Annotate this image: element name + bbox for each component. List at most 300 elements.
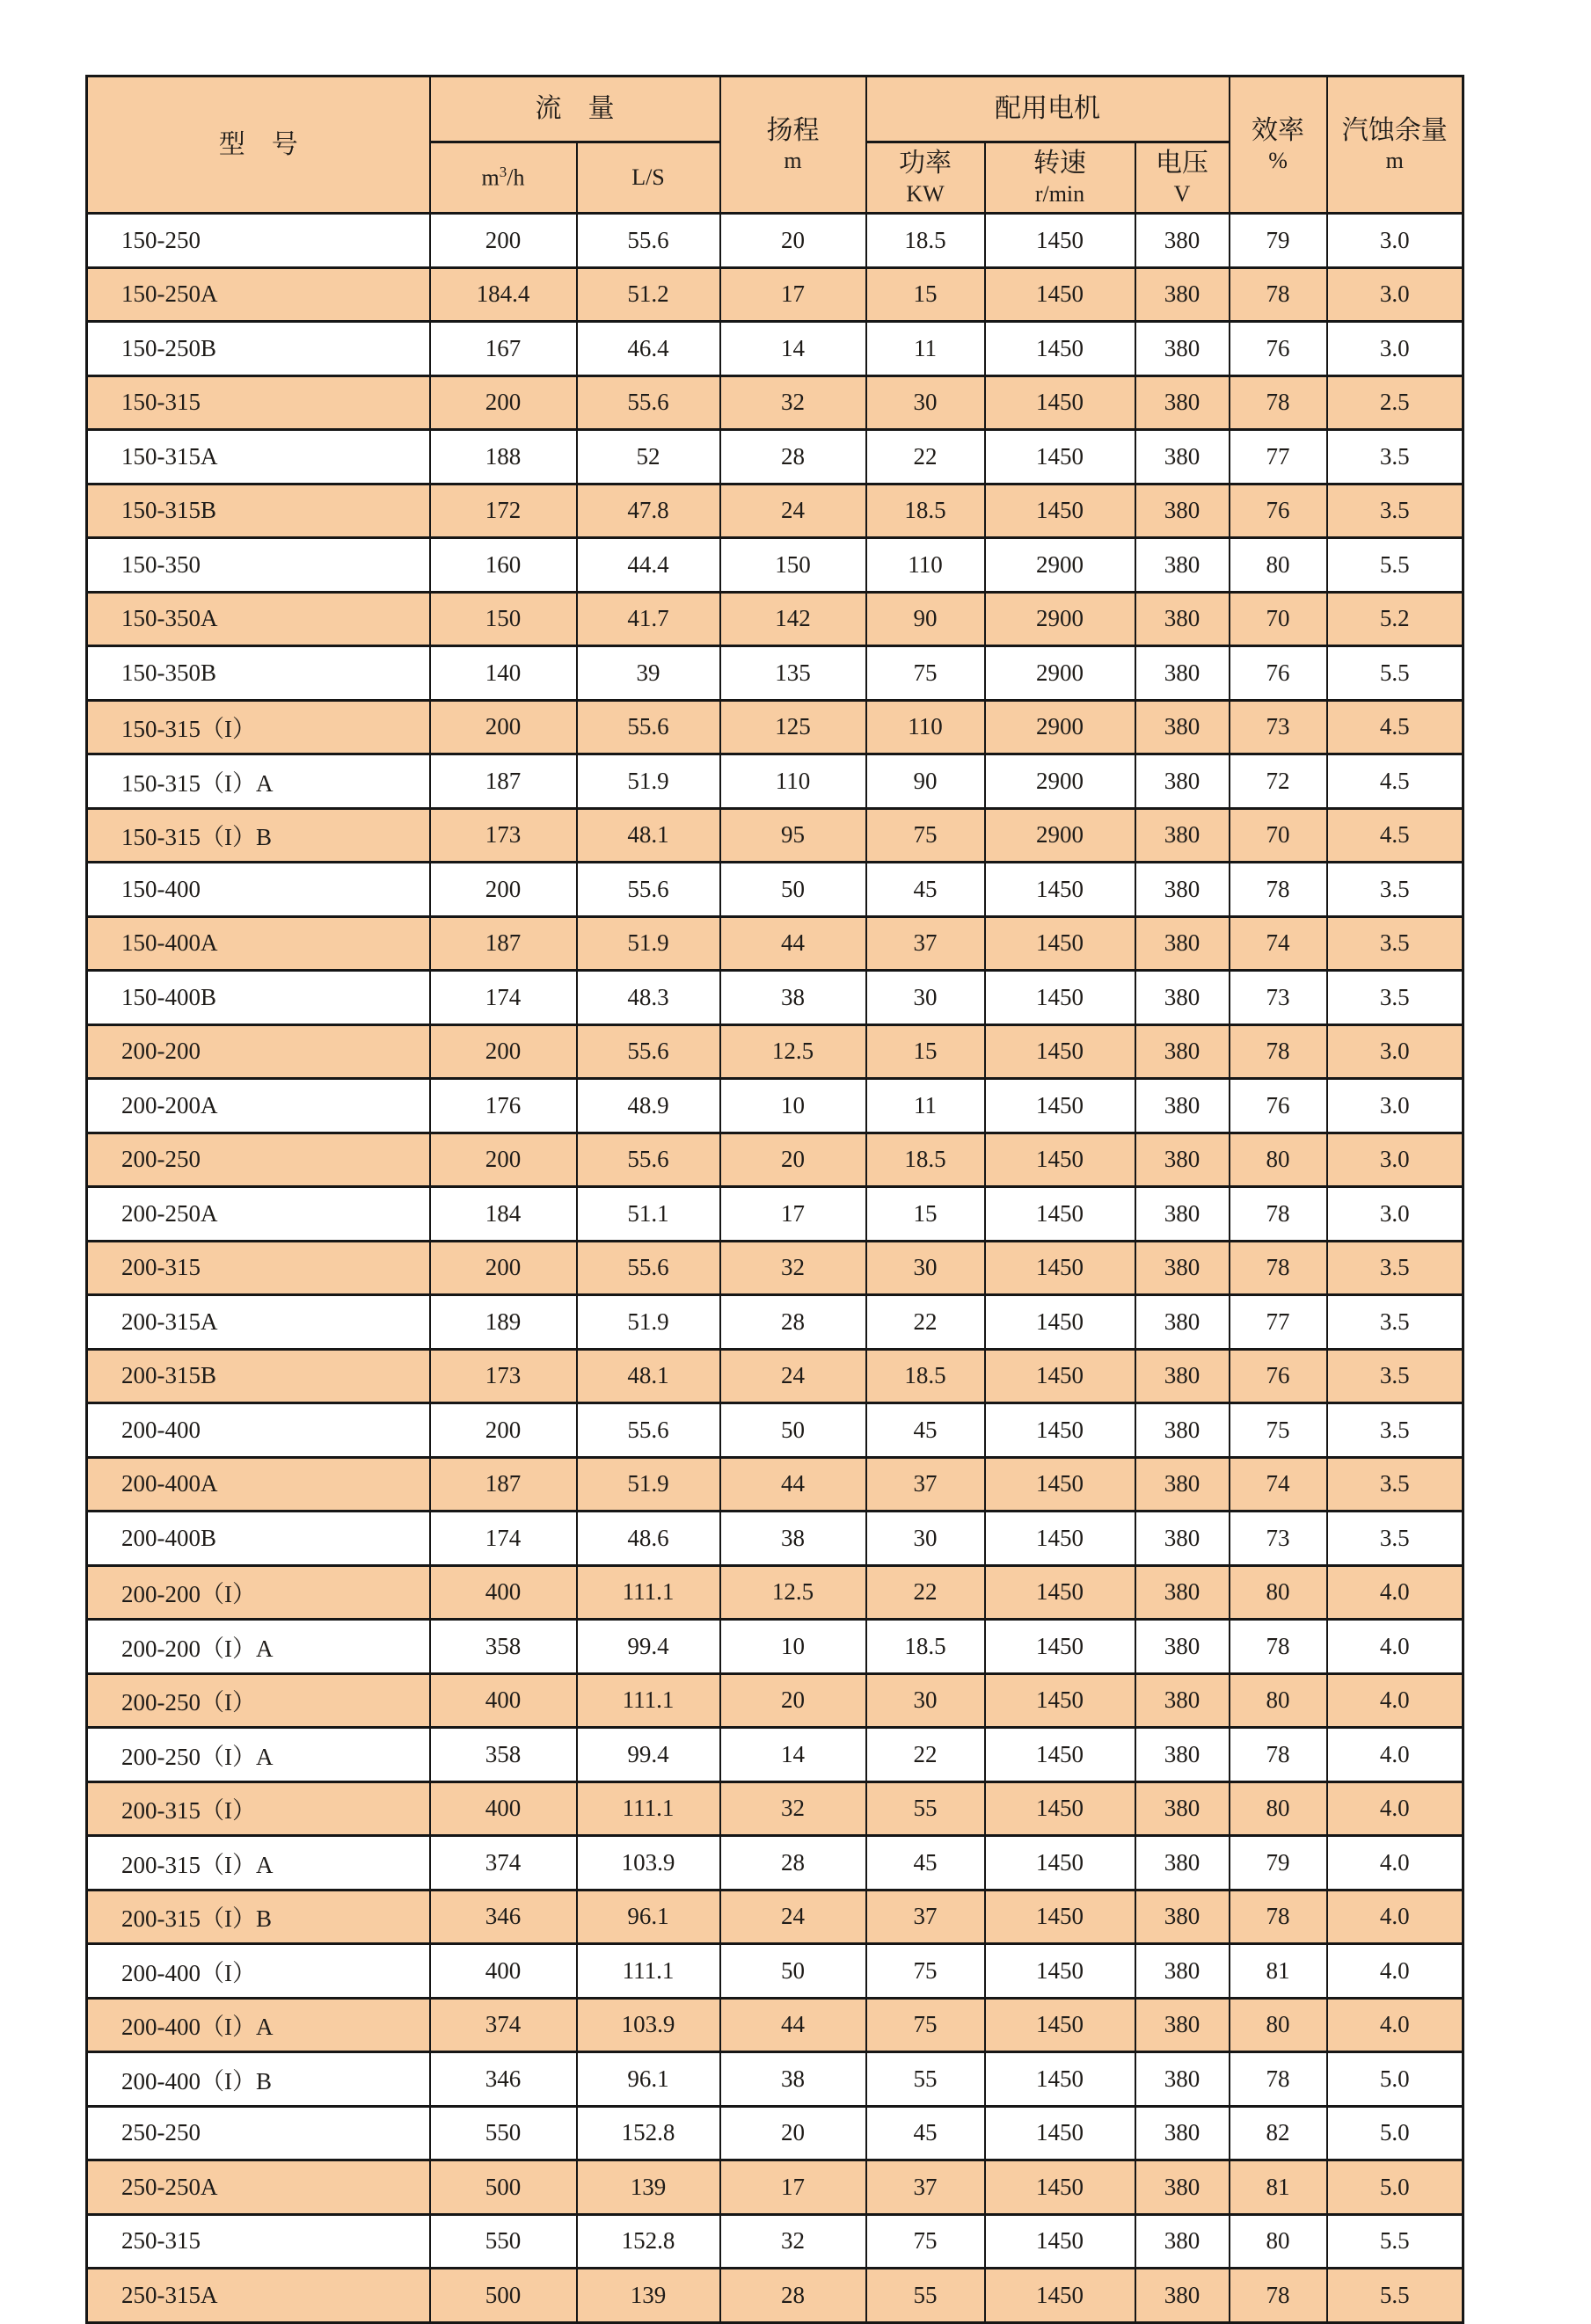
- voltage-cell: 380: [1135, 2052, 1230, 2107]
- flow-m3h-cell: 184: [430, 1187, 577, 1242]
- model-cell: 200-400: [87, 1403, 430, 1458]
- speed-cell: 1450: [985, 1512, 1135, 1566]
- speed-cell: 1450: [985, 863, 1135, 917]
- flow-ls-cell: 99.4: [577, 1620, 720, 1674]
- header-flow-m3h: [430, 142, 577, 214]
- voltage-cell: 380: [1135, 484, 1230, 538]
- efficiency-cell: 78: [1230, 863, 1327, 917]
- header-head-label: 扬程: [766, 115, 820, 145]
- voltage-cell: 380: [1135, 214, 1230, 268]
- header-npsh: [1327, 76, 1463, 214]
- model-cell: 200-250A: [87, 1187, 430, 1242]
- voltage-cell: 380: [1135, 646, 1230, 701]
- npsh-cell: 3.5: [1327, 1349, 1463, 1403]
- npsh-cell: 4.0: [1327, 1565, 1463, 1620]
- power-cell: 30: [866, 1673, 985, 1728]
- voltage-cell: 380: [1135, 700, 1230, 754]
- head-cell: 28: [720, 1295, 866, 1350]
- head-cell: 44: [720, 1457, 866, 1512]
- table-row: [87, 700, 1463, 754]
- efficiency-cell: 74: [1230, 1457, 1327, 1512]
- voltage-cell: 380: [1135, 754, 1230, 809]
- efficiency-cell: 70: [1230, 808, 1327, 863]
- npsh-cell: 4.5: [1327, 700, 1463, 754]
- head-cell: 50: [720, 1403, 866, 1458]
- table-row: [87, 1403, 1463, 1458]
- npsh-cell: 3.0: [1327, 322, 1463, 376]
- model-cell: 200-315A: [87, 1295, 430, 1350]
- flow-m3h-cell: 174: [430, 971, 577, 1025]
- flow-ls-cell: 103.9: [577, 1836, 720, 1891]
- table-row: [87, 2214, 1463, 2269]
- speed-cell: 1450: [985, 214, 1135, 268]
- model-cell: 150-350B: [87, 646, 430, 701]
- speed-cell: 1450: [985, 1728, 1135, 1782]
- flow-m3h-cell: 500: [430, 2269, 577, 2323]
- table-row: [87, 1133, 1463, 1187]
- flow-m3h-cell: 200: [430, 1241, 577, 1295]
- efficiency-cell: 78: [1230, 1024, 1327, 1079]
- flow-ls-cell: 111.1: [577, 1781, 720, 1836]
- model-cell: 200-400B: [87, 1512, 430, 1566]
- flow-ls-cell: 55.6: [577, 1403, 720, 1458]
- speed-cell: 1450: [985, 430, 1135, 484]
- voltage-cell: 380: [1135, 1187, 1230, 1242]
- flow-ls-cell: 111.1: [577, 1565, 720, 1620]
- head-cell: 44: [720, 916, 866, 971]
- voltage-cell: 380: [1135, 1457, 1230, 1512]
- power-cell: 18.5: [866, 484, 985, 538]
- efficiency-cell: 74: [1230, 916, 1327, 971]
- speed-cell: 1450: [985, 1620, 1135, 1674]
- speed-cell: 1450: [985, 2052, 1135, 2107]
- pump-spec-table-wrap: [85, 75, 1464, 2324]
- flow-m3h-cell: 188: [430, 430, 577, 484]
- flow-ls-cell: 55.6: [577, 700, 720, 754]
- voltage-cell: 380: [1135, 1620, 1230, 1674]
- voltage-cell: 380: [1135, 430, 1230, 484]
- voltage-cell: 380: [1135, 863, 1230, 917]
- table-row: [87, 646, 1463, 701]
- efficiency-cell: 78: [1230, 1620, 1327, 1674]
- power-cell: 15: [866, 1024, 985, 1079]
- head-cell: 12.5: [720, 1024, 866, 1079]
- npsh-cell: 4.5: [1327, 808, 1463, 863]
- power-cell: 37: [866, 1457, 985, 1512]
- flow-m3h-cell: 550: [430, 2106, 577, 2160]
- voltage-cell: 380: [1135, 1133, 1230, 1187]
- head-cell: 142: [720, 592, 866, 646]
- efficiency-cell: 80: [1230, 1133, 1327, 1187]
- speed-cell: 1450: [985, 1890, 1135, 1944]
- voltage-cell: 380: [1135, 538, 1230, 593]
- flow-m3h-cell: 200: [430, 1133, 577, 1187]
- header-speed-unit: r/min: [1034, 180, 1085, 207]
- flow-m3h-cell: 187: [430, 1457, 577, 1512]
- speed-cell: 2900: [985, 754, 1135, 809]
- speed-cell: 1450: [985, 1565, 1135, 1620]
- efficiency-cell: 80: [1230, 1781, 1327, 1836]
- head-cell: 28: [720, 2269, 866, 2323]
- speed-cell: 1450: [985, 2106, 1135, 2160]
- speed-cell: 1450: [985, 484, 1135, 538]
- model-cell: 200-200（I）: [87, 1565, 430, 1620]
- efficiency-cell: 80: [1230, 1673, 1327, 1728]
- flow-m3h-rest: /h: [507, 164, 525, 191]
- power-cell: 75: [866, 2214, 985, 2269]
- speed-cell: 1450: [985, 916, 1135, 971]
- model-cell: 250-315A: [87, 2269, 430, 2323]
- efficiency-cell: 76: [1230, 484, 1327, 538]
- flow-ls-cell: 41.7: [577, 592, 720, 646]
- flow-ls-cell: 55.6: [577, 214, 720, 268]
- efficiency-cell: 75: [1230, 1403, 1327, 1458]
- efficiency-cell: 73: [1230, 971, 1327, 1025]
- model-cell: 150-315A: [87, 430, 430, 484]
- table-row: [87, 2269, 1463, 2323]
- table-row: [87, 1620, 1463, 1674]
- efficiency-cell: 81: [1230, 1944, 1327, 1999]
- efficiency-cell: 78: [1230, 1890, 1327, 1944]
- flow-m3h-cell: 400: [430, 1565, 577, 1620]
- table-row: [87, 1349, 1463, 1403]
- model-cell: 200-315: [87, 1241, 430, 1295]
- head-cell: 50: [720, 1944, 866, 1999]
- head-cell: 125: [720, 700, 866, 754]
- table-row: [87, 916, 1463, 971]
- npsh-cell: 3.5: [1327, 1512, 1463, 1566]
- header-voltage-label: 电压: [1156, 149, 1209, 178]
- table-row: [87, 971, 1463, 1025]
- flow-ls-cell: 111.1: [577, 1944, 720, 1999]
- speed-cell: 1450: [985, 1781, 1135, 1836]
- header-row-1: [87, 76, 1463, 142]
- header-head: [720, 76, 866, 214]
- flow-ls-cell: 51.2: [577, 267, 720, 322]
- head-cell: 10: [720, 1620, 866, 1674]
- npsh-cell: 5.5: [1327, 2214, 1463, 2269]
- power-cell: 75: [866, 1998, 985, 2052]
- table-row: [87, 754, 1463, 809]
- speed-cell: 1450: [985, 1673, 1135, 1728]
- header-npsh-label: 汽蚀余量: [1341, 115, 1448, 145]
- efficiency-cell: 82: [1230, 2106, 1327, 2160]
- power-cell: 75: [866, 808, 985, 863]
- voltage-cell: 380: [1135, 916, 1230, 971]
- npsh-cell: 3.5: [1327, 1457, 1463, 1512]
- efficiency-cell: 80: [1230, 2214, 1327, 2269]
- table-row: [87, 1944, 1463, 1999]
- efficiency-cell: 80: [1230, 538, 1327, 593]
- flow-m3h-cell: 200: [430, 700, 577, 754]
- npsh-cell: 4.0: [1327, 1728, 1463, 1782]
- flow-m3h-cell: 400: [430, 1781, 577, 1836]
- table-row: [87, 592, 1463, 646]
- power-cell: 90: [866, 754, 985, 809]
- head-cell: 24: [720, 1349, 866, 1403]
- flow-m3h-cell: 358: [430, 1728, 577, 1782]
- model-cell: 200-200: [87, 1024, 430, 1079]
- voltage-cell: 380: [1135, 808, 1230, 863]
- speed-cell: 1450: [985, 2160, 1135, 2215]
- model-cell: 150-315（I）B: [87, 808, 430, 863]
- flow-m3h-cell: 184.4: [430, 267, 577, 322]
- flow-ls-cell: 103.9: [577, 1998, 720, 2052]
- power-cell: 55: [866, 2269, 985, 2323]
- npsh-cell: 3.5: [1327, 863, 1463, 917]
- flow-m3h-cell: 358: [430, 1620, 577, 1674]
- head-cell: 24: [720, 1890, 866, 1944]
- power-cell: 90: [866, 592, 985, 646]
- npsh-cell: 4.0: [1327, 1781, 1463, 1836]
- flow-ls-cell: 55.6: [577, 1024, 720, 1079]
- flow-m3h-cell: 160: [430, 538, 577, 593]
- flow-ls-cell: 48.6: [577, 1512, 720, 1566]
- table-row: [87, 1781, 1463, 1836]
- npsh-cell: 5.0: [1327, 2052, 1463, 2107]
- flow-m3h-cell: 173: [430, 808, 577, 863]
- speed-cell: 2900: [985, 538, 1135, 593]
- model-cell: 150-315（I）: [87, 700, 430, 754]
- power-cell: 55: [866, 2052, 985, 2107]
- efficiency-cell: 79: [1230, 214, 1327, 268]
- header-efficiency-label: 效率: [1252, 115, 1305, 145]
- head-cell: 44: [720, 1998, 866, 2052]
- npsh-cell: 4.0: [1327, 1620, 1463, 1674]
- head-cell: 32: [720, 1781, 866, 1836]
- power-cell: 18.5: [866, 1349, 985, 1403]
- efficiency-cell: 78: [1230, 1241, 1327, 1295]
- flow-ls-cell: 48.1: [577, 808, 720, 863]
- header-flow-label: 流 量: [535, 94, 615, 124]
- head-cell: 110: [720, 754, 866, 809]
- table-row: [87, 1890, 1463, 1944]
- table-row: [87, 1024, 1463, 1079]
- efficiency-cell: 76: [1230, 1349, 1327, 1403]
- flow-ls-cell: 48.1: [577, 1349, 720, 1403]
- npsh-cell: 5.0: [1327, 2160, 1463, 2215]
- speed-cell: 1450: [985, 1024, 1135, 1079]
- head-cell: 12.5: [720, 1565, 866, 1620]
- flow-ls-cell: 46.4: [577, 322, 720, 376]
- model-cell: 150-250B: [87, 322, 430, 376]
- flow-m3h-cell: 140: [430, 646, 577, 701]
- npsh-cell: 3.5: [1327, 1403, 1463, 1458]
- efficiency-cell: 77: [1230, 430, 1327, 484]
- model-cell: 200-400（I）A: [87, 1998, 430, 2052]
- efficiency-cell: 70: [1230, 592, 1327, 646]
- voltage-cell: 380: [1135, 1349, 1230, 1403]
- speed-cell: 2900: [985, 592, 1135, 646]
- table-row: [87, 863, 1463, 917]
- model-cell: 150-350A: [87, 592, 430, 646]
- head-cell: 20: [720, 214, 866, 268]
- flow-m3h-cell: 200: [430, 214, 577, 268]
- power-cell: 15: [866, 267, 985, 322]
- header-voltage: [1135, 142, 1230, 214]
- model-cell: 150-400A: [87, 916, 430, 971]
- voltage-cell: 380: [1135, 1781, 1230, 1836]
- model-cell: 200-400（I）: [87, 1944, 430, 1999]
- voltage-cell: 380: [1135, 322, 1230, 376]
- model-cell: 200-315（I）: [87, 1781, 430, 1836]
- header-flow: [430, 76, 720, 142]
- voltage-cell: 380: [1135, 267, 1230, 322]
- model-cell: 150-400: [87, 863, 430, 917]
- model-cell: 150-315: [87, 375, 430, 430]
- npsh-cell: 2.5: [1327, 375, 1463, 430]
- model-cell: 150-250: [87, 214, 430, 268]
- speed-cell: 1450: [985, 1187, 1135, 1242]
- model-cell: 200-200A: [87, 1079, 430, 1133]
- header-model-label: 型 号: [218, 129, 298, 159]
- table-row: [87, 375, 1463, 430]
- flow-ls-cell: 55.6: [577, 863, 720, 917]
- model-cell: 150-315（I）A: [87, 754, 430, 809]
- pump-spec-table: [85, 75, 1464, 2324]
- model-cell: 150-350: [87, 538, 430, 593]
- head-cell: 17: [720, 1187, 866, 1242]
- efficiency-cell: 80: [1230, 1565, 1327, 1620]
- power-cell: 110: [866, 538, 985, 593]
- power-cell: 18.5: [866, 214, 985, 268]
- npsh-cell: 3.0: [1327, 214, 1463, 268]
- header-model: [87, 76, 430, 214]
- npsh-cell: 3.0: [1327, 1133, 1463, 1187]
- table-row: [87, 1565, 1463, 1620]
- head-cell: 17: [720, 267, 866, 322]
- voltage-cell: 380: [1135, 1998, 1230, 2052]
- table-row: [87, 1836, 1463, 1891]
- flow-ls-cell: 111.1: [577, 1673, 720, 1728]
- speed-cell: 1450: [985, 1836, 1135, 1891]
- model-cell: 200-200（I）A: [87, 1620, 430, 1674]
- flow-m3h-cell: 400: [430, 1944, 577, 1999]
- efficiency-cell: 79: [1230, 1836, 1327, 1891]
- npsh-cell: 5.0: [1327, 2106, 1463, 2160]
- table-row: [87, 2052, 1463, 2107]
- efficiency-cell: 77: [1230, 1295, 1327, 1350]
- table-row: [87, 1998, 1463, 2052]
- npsh-cell: 3.0: [1327, 267, 1463, 322]
- power-cell: 30: [866, 1241, 985, 1295]
- header-power: [866, 142, 985, 214]
- voltage-cell: 380: [1135, 375, 1230, 430]
- power-cell: 45: [866, 863, 985, 917]
- model-cell: 250-250: [87, 2106, 430, 2160]
- flow-m3h-cell: 550: [430, 2214, 577, 2269]
- speed-cell: 1450: [985, 1998, 1135, 2052]
- head-cell: 17: [720, 2160, 866, 2215]
- power-cell: 22: [866, 1295, 985, 1350]
- voltage-cell: 380: [1135, 1890, 1230, 1944]
- table-row: [87, 214, 1463, 268]
- flow-m3h-cell: 200: [430, 863, 577, 917]
- power-cell: 45: [866, 2106, 985, 2160]
- flow-ls-cell: 139: [577, 2160, 720, 2215]
- speed-cell: 1450: [985, 1403, 1135, 1458]
- npsh-cell: 4.0: [1327, 1673, 1463, 1728]
- npsh-cell: 4.5: [1327, 754, 1463, 809]
- npsh-cell: 3.5: [1327, 1241, 1463, 1295]
- model-cell: 200-315（I）A: [87, 1836, 430, 1891]
- efficiency-cell: 78: [1230, 1187, 1327, 1242]
- speed-cell: 1450: [985, 1079, 1135, 1133]
- power-cell: 37: [866, 1890, 985, 1944]
- head-cell: 14: [720, 322, 866, 376]
- npsh-cell: 5.2: [1327, 592, 1463, 646]
- head-cell: 135: [720, 646, 866, 701]
- flow-ls-cell: 39: [577, 646, 720, 701]
- flow-ls-cell: 139: [577, 2269, 720, 2323]
- table-row: [87, 1457, 1463, 1512]
- voltage-cell: 380: [1135, 1944, 1230, 1999]
- flow-m3h-cell: 400: [430, 1673, 577, 1728]
- flow-m3h-base: m: [481, 164, 500, 191]
- table-row: [87, 1673, 1463, 1728]
- head-cell: 50: [720, 863, 866, 917]
- table-row: [87, 430, 1463, 484]
- header-flow-ls: [577, 142, 720, 214]
- flow-m3h-cell: 150: [430, 592, 577, 646]
- efficiency-cell: 78: [1230, 375, 1327, 430]
- flow-m3h-cell: 200: [430, 1403, 577, 1458]
- voltage-cell: 380: [1135, 592, 1230, 646]
- model-cell: 200-400A: [87, 1457, 430, 1512]
- table-row: [87, 1079, 1463, 1133]
- speed-cell: 1450: [985, 1295, 1135, 1350]
- power-cell: 55: [866, 1781, 985, 1836]
- head-cell: 38: [720, 1512, 866, 1566]
- flow-ls-cell: 51.9: [577, 754, 720, 809]
- model-cell: 200-250（I）A: [87, 1728, 430, 1782]
- power-cell: 22: [866, 430, 985, 484]
- header-motor: [866, 76, 1230, 142]
- flow-ls-cell: 96.1: [577, 2052, 720, 2107]
- speed-cell: 1450: [985, 2214, 1135, 2269]
- model-cell: 200-250: [87, 1133, 430, 1187]
- speed-cell: 1450: [985, 267, 1135, 322]
- voltage-cell: 380: [1135, 2214, 1230, 2269]
- model-cell: 250-315: [87, 2214, 430, 2269]
- header-npsh-unit: m: [1385, 148, 1404, 173]
- model-cell: 200-400（I）B: [87, 2052, 430, 2107]
- flow-ls-cell: 152.8: [577, 2214, 720, 2269]
- head-cell: 28: [720, 430, 866, 484]
- head-cell: 32: [720, 375, 866, 430]
- speed-cell: 1450: [985, 375, 1135, 430]
- flow-m3h-cell: 187: [430, 754, 577, 809]
- head-cell: 14: [720, 1728, 866, 1782]
- npsh-cell: 4.0: [1327, 1998, 1463, 2052]
- model-cell: 200-315B: [87, 1349, 430, 1403]
- header-motor-label: 配用电机: [995, 94, 1101, 124]
- head-cell: 38: [720, 971, 866, 1025]
- efficiency-cell: 76: [1230, 1079, 1327, 1133]
- table-row: [87, 808, 1463, 863]
- speed-cell: 1450: [985, 1133, 1135, 1187]
- flow-ls-cell: 51.1: [577, 1187, 720, 1242]
- flow-ls-cell: 99.4: [577, 1728, 720, 1782]
- npsh-cell: 3.0: [1327, 1024, 1463, 1079]
- npsh-cell: 4.0: [1327, 1836, 1463, 1891]
- table-row: [87, 1728, 1463, 1782]
- head-cell: 10: [720, 1079, 866, 1133]
- head-cell: 95: [720, 808, 866, 863]
- npsh-cell: 5.5: [1327, 538, 1463, 593]
- voltage-cell: 380: [1135, 1241, 1230, 1295]
- head-cell: 32: [720, 1241, 866, 1295]
